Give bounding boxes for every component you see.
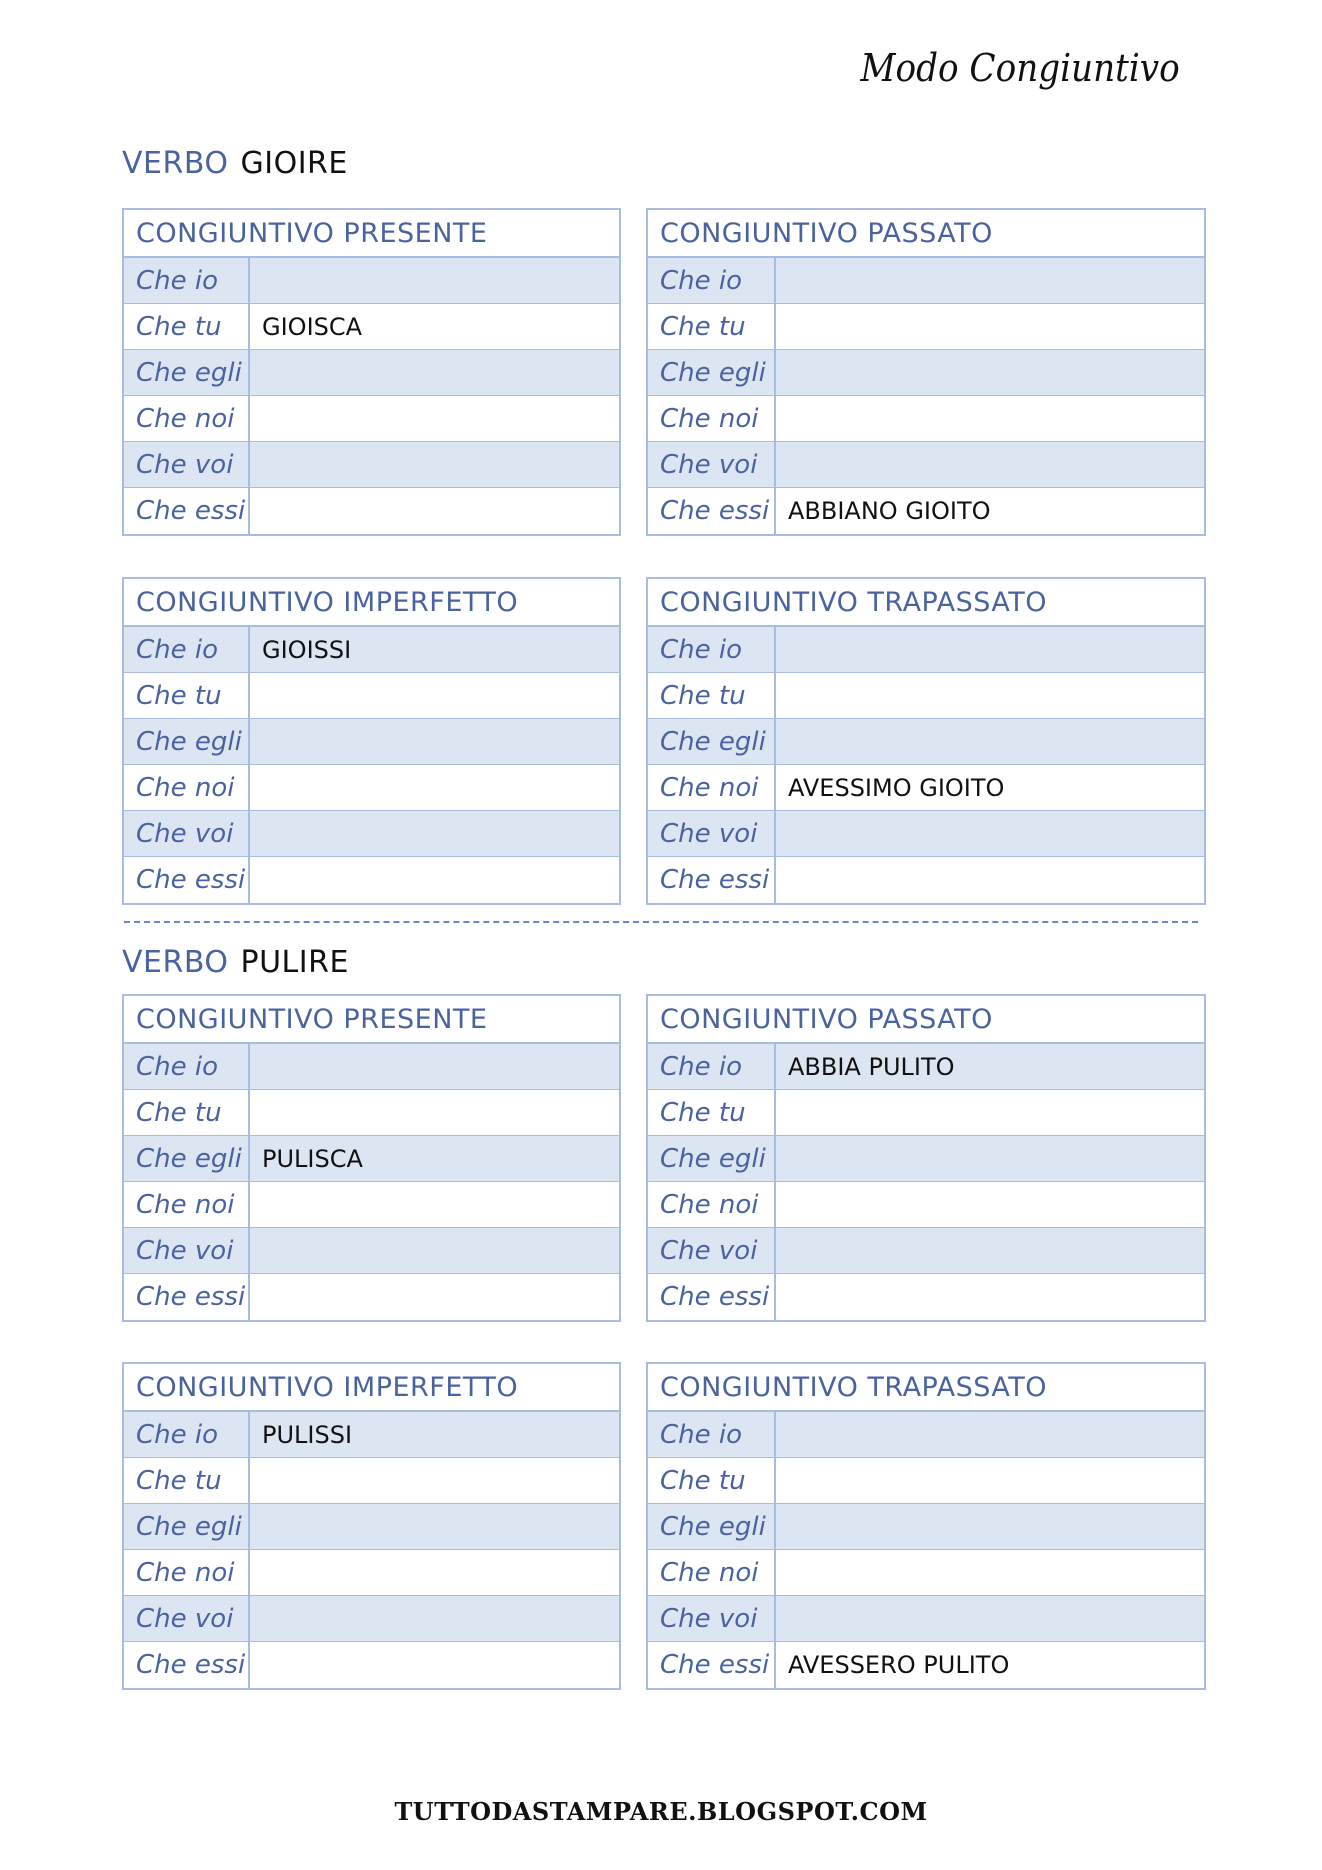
table-row <box>648 1458 1204 1504</box>
answer-cell <box>776 396 1204 441</box>
answer-cell <box>250 1090 619 1135</box>
answer-cell <box>776 258 1204 303</box>
table-row <box>648 1412 1204 1458</box>
pronoun-cell: Che essi <box>124 1274 250 1320</box>
pronoun-cell: Che voi <box>124 442 250 487</box>
pronoun-cell: Che tu <box>648 1090 776 1135</box>
table-row <box>648 350 1204 396</box>
table-row <box>124 1182 619 1228</box>
table-row <box>124 857 619 903</box>
table-row <box>124 1274 619 1320</box>
answer-cell <box>250 811 619 856</box>
pronoun-cell: Che io <box>648 627 776 672</box>
table-row <box>124 1504 619 1550</box>
pronoun-cell: Che io <box>648 1044 776 1089</box>
table-title: CONGIUNTIVO PASSATO <box>648 996 1204 1044</box>
table-row <box>648 442 1204 488</box>
pronoun-cell: Che tu <box>124 304 250 349</box>
answer-cell <box>250 1274 619 1320</box>
table-row <box>124 1044 619 1090</box>
table-row <box>648 258 1204 304</box>
pronoun-cell: Che voi <box>124 1596 250 1641</box>
pronoun-cell: Che voi <box>648 1228 776 1273</box>
section-divider <box>124 921 1198 923</box>
table-row <box>124 304 619 350</box>
conjugation-table <box>122 577 621 905</box>
answer-cell <box>776 1458 1204 1503</box>
table-row <box>648 1642 1204 1688</box>
pronoun-cell: Che noi <box>124 396 250 441</box>
verb-heading-pulire <box>122 945 349 980</box>
pronoun-cell: Che essi <box>124 1642 250 1688</box>
answer-cell <box>776 1182 1204 1227</box>
table-row <box>124 719 619 765</box>
table-row <box>124 811 619 857</box>
answer-cell <box>250 1642 619 1688</box>
answer-cell <box>776 811 1204 856</box>
pronoun-cell: Che noi <box>648 1182 776 1227</box>
table-row <box>124 765 619 811</box>
answer-cell <box>250 765 619 810</box>
table-row <box>124 1412 619 1458</box>
table-row <box>124 1136 619 1182</box>
table-title: CONGIUNTIVO PASSATO <box>648 210 1204 258</box>
pronoun-cell: Che tu <box>124 673 250 718</box>
answer-cell <box>250 1596 619 1641</box>
pronoun-cell: Che egli <box>648 1504 776 1549</box>
conjugation-table <box>646 1362 1206 1690</box>
pronoun-cell: Che io <box>124 258 250 303</box>
table-row <box>648 1182 1204 1228</box>
pronoun-cell: Che noi <box>124 765 250 810</box>
table-title: CONGIUNTIVO TRAPASSATO <box>648 579 1204 627</box>
table-row <box>648 1228 1204 1274</box>
answer-cell <box>776 1596 1204 1641</box>
pronoun-cell: Che io <box>124 1044 250 1089</box>
pronoun-cell: Che egli <box>124 1504 250 1549</box>
answer-cell <box>250 1458 619 1503</box>
answer-cell <box>776 673 1204 718</box>
pronoun-cell: Che egli <box>124 350 250 395</box>
pronoun-cell: Che voi <box>124 1228 250 1273</box>
pronoun-cell: Che tu <box>124 1458 250 1503</box>
answer-cell <box>776 1228 1204 1273</box>
answer-cell <box>250 442 619 487</box>
page-title: Modo Congiuntivo <box>860 46 1180 90</box>
pronoun-cell: Che egli <box>124 1136 250 1181</box>
answer-cell <box>776 442 1204 487</box>
table-row <box>648 396 1204 442</box>
table-row <box>648 673 1204 719</box>
table-title: CONGIUNTIVO TRAPASSATO <box>648 1364 1204 1412</box>
pronoun-cell: Che tu <box>124 1090 250 1135</box>
pronoun-cell: Che io <box>124 627 250 672</box>
table-row <box>648 304 1204 350</box>
pronoun-cell: Che tu <box>648 304 776 349</box>
table-row <box>124 673 619 719</box>
pronoun-cell: Che egli <box>124 719 250 764</box>
pronoun-cell: Che voi <box>124 811 250 856</box>
table-row <box>124 488 619 534</box>
pronoun-cell: Che essi <box>648 857 776 903</box>
table-row <box>648 811 1204 857</box>
answer-cell <box>250 1228 619 1273</box>
conjugation-table <box>122 208 621 536</box>
table-row <box>648 1274 1204 1320</box>
answer-cell <box>776 1550 1204 1595</box>
pronoun-cell: Che egli <box>648 1136 776 1181</box>
answer-cell <box>776 1504 1204 1549</box>
table-title: CONGIUNTIVO PRESENTE <box>124 996 619 1044</box>
table-row <box>648 1090 1204 1136</box>
pronoun-cell: Che noi <box>648 1550 776 1595</box>
answer-cell: AVESSIMO GIOITO <box>788 773 1005 802</box>
answer-cell: AVESSERO PULITO <box>788 1651 1010 1679</box>
conjugation-table <box>646 208 1206 536</box>
pronoun-cell: Che noi <box>124 1550 250 1595</box>
answer-cell <box>776 304 1204 349</box>
table-title: CONGIUNTIVO IMPERFETTO <box>124 1364 619 1412</box>
table-row <box>124 1642 619 1688</box>
answer-cell <box>250 673 619 718</box>
answer-cell: GIOISCA <box>262 312 363 341</box>
verb-name: PULIRE <box>240 945 349 980</box>
footer-site: TUTTODASTAMPARE.BLOGSPOT.COM <box>394 1797 928 1826</box>
table-row <box>648 1044 1204 1090</box>
table-row <box>124 350 619 396</box>
answer-cell <box>776 350 1204 395</box>
pronoun-cell: Che essi <box>124 857 250 903</box>
table-row <box>648 1596 1204 1642</box>
answer-cell <box>250 350 619 395</box>
table-row <box>124 627 619 673</box>
pronoun-cell: Che io <box>648 1412 776 1457</box>
answer-cell <box>776 1090 1204 1135</box>
pronoun-cell: Che tu <box>648 673 776 718</box>
pronoun-cell: Che voi <box>648 442 776 487</box>
answer-cell <box>250 258 619 303</box>
table-row <box>648 1136 1204 1182</box>
table-row <box>124 396 619 442</box>
table-row <box>648 627 1204 673</box>
answer-cell: ABBIA PULITO <box>788 1052 955 1081</box>
pronoun-cell: Che egli <box>648 350 776 395</box>
answer-cell: GIOISSI <box>262 635 352 664</box>
table-row <box>648 1550 1204 1596</box>
table-row <box>124 258 619 304</box>
pronoun-cell: Che tu <box>648 1458 776 1503</box>
pronoun-cell: Che io <box>124 1412 250 1457</box>
table-row <box>124 1228 619 1274</box>
pronoun-cell: Che voi <box>648 811 776 856</box>
verb-label: VERBO <box>122 945 229 980</box>
answer-cell <box>250 719 619 764</box>
table-row <box>648 719 1204 765</box>
pronoun-cell: Che noi <box>124 1182 250 1227</box>
pronoun-cell: Che noi <box>648 396 776 441</box>
conjugation-table <box>122 994 621 1322</box>
answer-cell <box>776 1274 1204 1320</box>
table-title: CONGIUNTIVO PRESENTE <box>124 210 619 258</box>
table-row <box>124 1090 619 1136</box>
verb-heading-gioire <box>122 146 348 181</box>
table-row <box>124 1596 619 1642</box>
answer-cell <box>776 719 1204 764</box>
pronoun-cell: Che essi <box>648 1642 776 1688</box>
answer-cell: PULISSI <box>262 1420 353 1449</box>
answer-cell <box>776 1136 1204 1181</box>
answer-cell <box>776 857 1204 903</box>
table-row <box>648 1504 1204 1550</box>
table-row <box>124 442 619 488</box>
table-title: CONGIUNTIVO IMPERFETTO <box>124 579 619 627</box>
answer-cell <box>250 857 619 903</box>
answer-cell <box>250 1504 619 1549</box>
pronoun-cell: Che essi <box>124 488 250 534</box>
table-row <box>648 765 1204 811</box>
conjugation-table <box>122 1362 621 1690</box>
pronoun-cell: Che egli <box>648 719 776 764</box>
table-row <box>124 1550 619 1596</box>
answer-cell: PULISCA <box>262 1144 363 1173</box>
conjugation-table <box>646 577 1206 905</box>
table-row <box>648 488 1204 534</box>
pronoun-cell: Che voi <box>648 1596 776 1641</box>
table-row <box>648 857 1204 903</box>
answer-cell <box>250 1044 619 1089</box>
answer-cell <box>776 627 1204 672</box>
answer-cell <box>776 1412 1204 1457</box>
answer-cell <box>250 488 619 534</box>
answer-cell <box>250 1550 619 1595</box>
pronoun-cell: Che essi <box>648 488 776 534</box>
answer-cell: ABBIANO GIOITO <box>788 497 991 525</box>
pronoun-cell: Che noi <box>648 765 776 810</box>
verb-label: VERBO <box>122 146 229 181</box>
answer-cell <box>250 1182 619 1227</box>
conjugation-table <box>646 994 1206 1322</box>
verb-name: GIOIRE <box>240 146 348 181</box>
answer-cell <box>250 396 619 441</box>
pronoun-cell: Che io <box>648 258 776 303</box>
pronoun-cell: Che essi <box>648 1274 776 1320</box>
table-row <box>124 1458 619 1504</box>
